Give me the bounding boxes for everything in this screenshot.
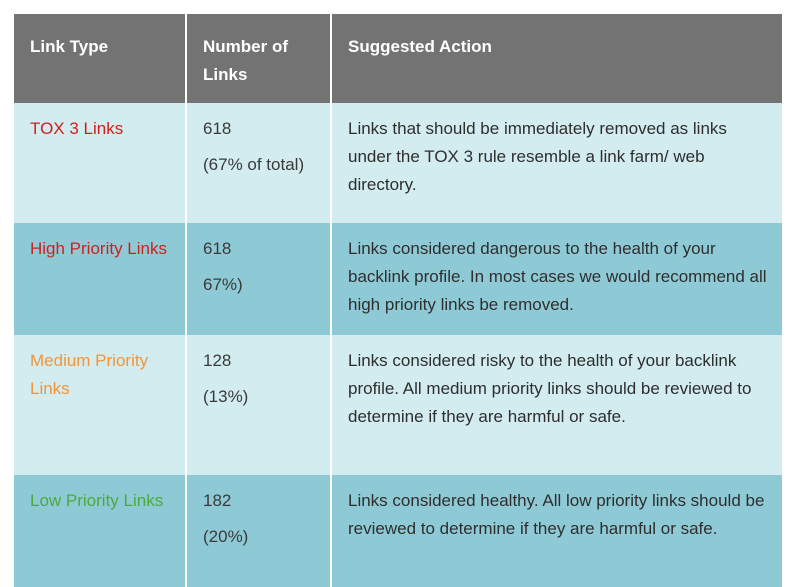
link-count-cell (186, 103, 331, 223)
link-count-cell (186, 335, 331, 475)
link-percent: (13%) (203, 387, 249, 406)
link-count-cell (186, 475, 331, 587)
table-row (14, 475, 782, 587)
link-type-cell: Low Priority Links (14, 475, 186, 587)
link-type-cell: Medium Priority Links (14, 335, 186, 475)
table-header-row (14, 14, 782, 103)
header-link-type: Link Type (14, 14, 186, 103)
table-row (14, 223, 782, 335)
suggested-action-cell: Links considered healthy. All low priority links should be reviewed to determine if they are harmful or safe. (331, 475, 782, 587)
link-type-cell: TOX 3 Links (14, 103, 186, 223)
link-summary-table-container (14, 14, 782, 587)
link-type-cell: High Priority Links (14, 223, 186, 335)
suggested-action-cell: Links considered dangerous to the health of your backlink profile. In most cases we would recommend all high priority links be removed. (331, 223, 782, 335)
header-suggested-action: Suggested Action (331, 14, 782, 103)
link-summary-table (14, 14, 782, 587)
suggested-action-cell: Links that should be immediately removed as links under the TOX 3 rule resemble a link farm/ web directory. (331, 103, 782, 223)
link-count: 182 (203, 491, 232, 510)
table-row (14, 335, 782, 475)
link-count-cell (186, 223, 331, 335)
suggested-action-cell: Links considered risky to the health of your backlink profile. All medium priority links should be reviewed to determine if they are harmful or safe. (331, 335, 782, 475)
header-number-of-links: Number of Links (186, 14, 331, 103)
link-percent: (20%) (203, 527, 249, 546)
link-count: 618 (203, 119, 232, 138)
link-count: 618 (203, 239, 232, 258)
table-row (14, 103, 782, 223)
link-count: 128 (203, 351, 232, 370)
link-percent: 67%) (203, 275, 243, 294)
link-percent: (67% of total) (203, 155, 305, 174)
